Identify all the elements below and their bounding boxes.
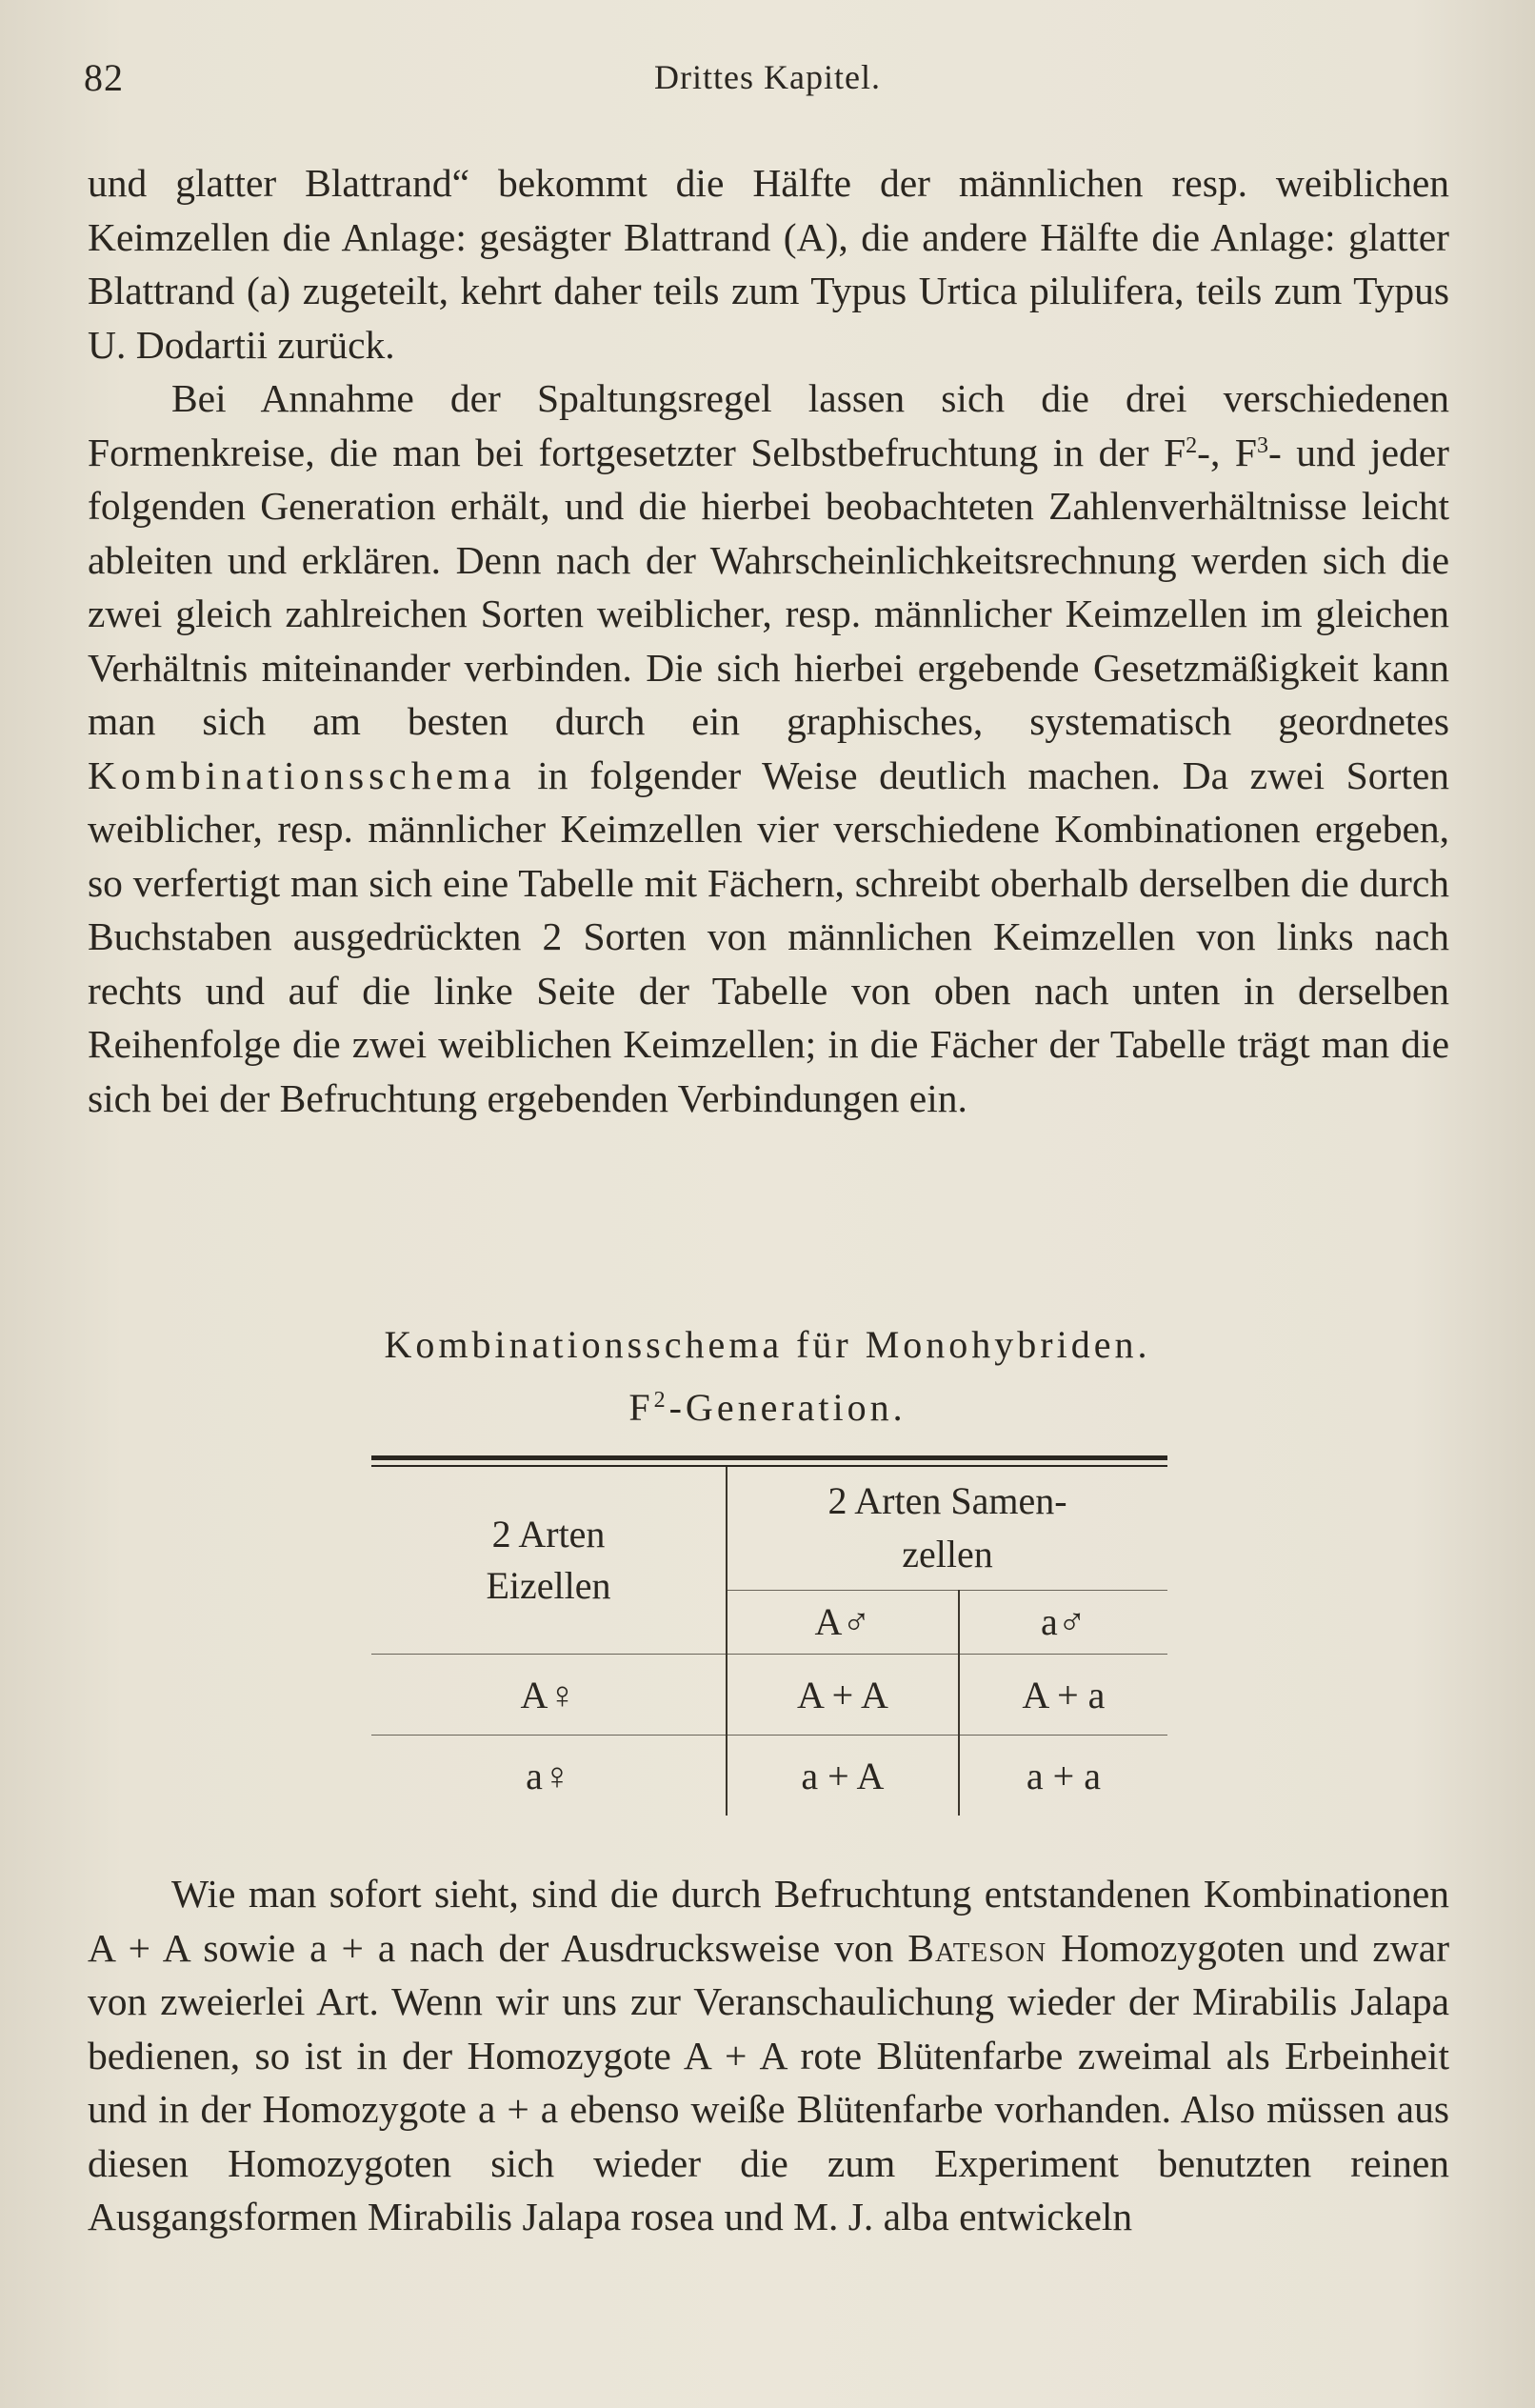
combination-table — [371, 1455, 1167, 1816]
paragraph-2-text-1: Bei Annahme der Spaltungsregel lassen sich die drei verschiedenen Formenkreise, die man bei fortgesetzter Selbstbefruchtung in der F — [88, 376, 1449, 474]
column-group-label-line-1: 2 Arten Samen- — [827, 1479, 1067, 1523]
superscript-3: 3 — [1256, 432, 1268, 458]
cell-a-a: a + a — [959, 1736, 1167, 1816]
column-header-male-A: A♂ — [727, 1590, 959, 1654]
combination-grid — [371, 1467, 1167, 1816]
column-header-male-a: a♂ — [959, 1590, 1167, 1654]
paragraph-1: und glatter Blattrand“ bekommt die Hälfte der männlichen resp. weiblichen Keimzellen die Anlage: gesägter Blattrand (A), die andere Hälfte die Anlage: glatter Blattrand (a) zugeteilt, kehrt daher teils zum Typus Urtica pilulifera, teils zum Typus U. Dodartii zurück. — [88, 161, 1449, 367]
schema-subtitle — [0, 1385, 1535, 1430]
page-number: 82 — [84, 56, 124, 99]
paragraph-3-text-1: Wie man sofort sieht, sind die durch Befruchtung entstandenen Kombinationen A + A sowie a + a nach der Ausdrucksweise von — [88, 1872, 1449, 1970]
cell-a-A: a + A — [727, 1736, 959, 1816]
corner-label-line-2: Eizellen — [486, 1564, 611, 1607]
table-top-rule — [371, 1455, 1167, 1467]
superscript-2: 2 — [1186, 432, 1198, 458]
page-header — [0, 55, 1535, 112]
corner-label — [371, 1467, 727, 1655]
column-group-label — [727, 1467, 1167, 1590]
text-block-bottom — [88, 1867, 1449, 2244]
text-block-top — [88, 156, 1449, 1125]
paragraph-2-text-4: in folgender Weise deutlich machen. Da zwei Sorten weiblicher, resp. männlicher Keimzellen vier verschiedene Kombinationen ergeben, so verfertigt man sich eine Tabelle mit Fächern, schreibt oberhalb derselben die durch Buchstaben ausgedrückten 2 Sorten von männlichen Keimzellen von links nach rechts und auf die linke Seite der Tabelle von oben nach unten in derselben Reihenfolge die zwei weiblichen Keimzellen; in die Fächer der Tabelle trägt man die sich bei der Befruchtung ergebenden Verbindungen ein. — [88, 752, 1449, 1120]
author-name: Bateson — [907, 1925, 1047, 1970]
column-group-label-line-2: zellen — [902, 1533, 993, 1576]
paragraph-3 — [88, 1867, 1449, 2244]
corner-label-line-1: 2 Arten — [491, 1513, 606, 1555]
paragraph-2-text-3: - und jeder folgenden Generation erhält, und die hierbei beobachteten Zahlenverhältnisse leicht ableiten und erklären. Denn nach der Wahrscheinlichkeitsrechnung werden sich die zwei gleich zahlreichen Sorten weiblicher, resp. männlicher Keimzellen im gleichen Verhältnis miteinander verbinden. Die sich hierbei ergebende Gesetzmäßigkeit kann man sich am besten durch ein graphisches, systematisch geordnetes — [88, 430, 1449, 743]
paragraph-2 — [88, 371, 1449, 1125]
cell-A-a: A + a — [959, 1655, 1167, 1736]
row-header-female-a: a♀ — [526, 1754, 571, 1797]
emphasized-term: Kombinationsschema — [88, 752, 516, 797]
schema-subtitle-suffix: -Generation. — [668, 1386, 907, 1429]
schema-subtitle-superscript: 2 — [653, 1388, 669, 1413]
paragraph-3-text-2: Homozygoten und zwar von zweierlei Art. Wenn wir uns zur Veranschaulichung wieder der Mirabilis Jalapa bedienen, so ist in der Homozygote A + A rote Blütenfarbe zweimal als Erbeinheit und in der Homozygote a + a ebenso weiße Blütenfarbe vorhanden. Also müssen aus diesen Homozygoten sich wieder die zum Experiment benutzten reinen Ausgangsformen Mirabilis Jalapa rosea und M. J. alba entwickeln — [88, 1925, 1450, 2238]
running-title: Drittes Kapitel. — [654, 58, 881, 96]
schema-subtitle-prefix: F — [628, 1386, 654, 1429]
paragraph-2-text-2: -, F — [1197, 430, 1257, 474]
cell-A-A: A + A — [727, 1655, 959, 1736]
row-header-female-A: A♀ — [371, 1655, 727, 1736]
schema-title: Kombinationsschema für Monohybriden. — [384, 1323, 1151, 1366]
